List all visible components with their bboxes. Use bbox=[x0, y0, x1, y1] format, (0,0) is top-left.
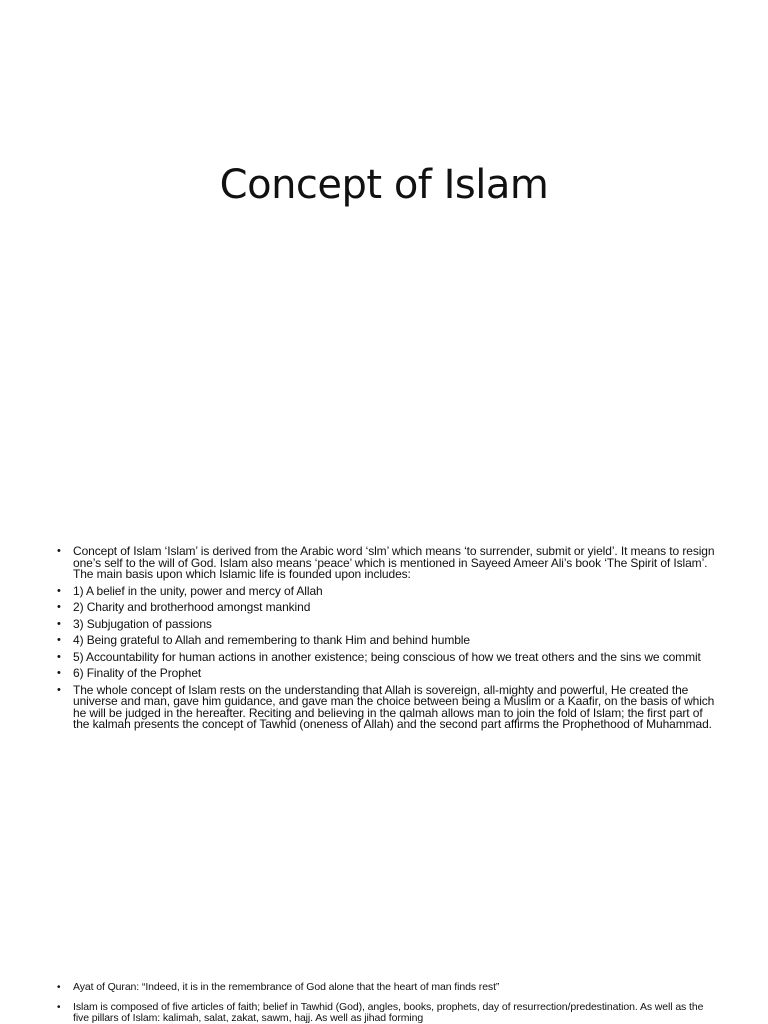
bullet-item: • Concept of Islam ‘Islam’ is derived from the Arabic word ‘slm’ which means ‘to surrender, submit or yield’. It means to resign one’s self to the will of God. Islam also means ‘peace’ which is mentioned in Sayeed Ameer Ali’s book ‘The Spirit of Islam’. The main basis upon which Islamic life is founded upon includes: bbox=[57, 546, 717, 581]
bullet-item: • 1) A belief in the unity, power and mercy of Allah bbox=[57, 586, 717, 598]
bullet-list bbox=[57, 982, 717, 1024]
bullet-item: • Ayat of Quran: “Indeed, it is in the remembrance of God alone that the heart of man finds rest” bbox=[57, 982, 717, 993]
bullet-item: • 3) Subjugation of passions bbox=[57, 619, 717, 631]
bullet-item: • 6) Finality of the Prophet bbox=[57, 668, 717, 680]
bullet-item: • 2) Charity and brotherhood amongst mankind bbox=[57, 602, 717, 614]
bullet-list bbox=[57, 546, 717, 736]
bullet-item: • 4) Being grateful to Allah and remembering to thank Him and behind humble bbox=[57, 635, 717, 647]
slide-title: Concept of Islam bbox=[219, 162, 549, 208]
bullet-item: • Islam is composed of five articles of faith; belief in Tawhid (God), angles, books, prophets, day of resurrection/predestination. As well as the five pillars of Islam: kalimah, salat, zakat, sawm, hajj. As well as jihad forming bbox=[57, 1002, 717, 1024]
bullet-item: • 5) Accountability for human actions in another existence; being conscious of how we treat others and the sins we commit bbox=[57, 652, 717, 664]
bullet-item: • The whole concept of Islam rests on the understanding that Allah is sovereign, all-mighty and powerful, He created the universe and man, gave him guidance, and gave man the choice between being a Muslim or a Kaafir, on the basis of which he will be judged in the hereafter. Reciting and believing in the qalmah allows man to join the fold of Islam; the first part of the kalmah presents the concept of Tawhid (oneness of Allah) and the second part affirms the Prophethood of Muhammad. bbox=[57, 685, 717, 731]
slide-2 bbox=[0, 962, 768, 1024]
